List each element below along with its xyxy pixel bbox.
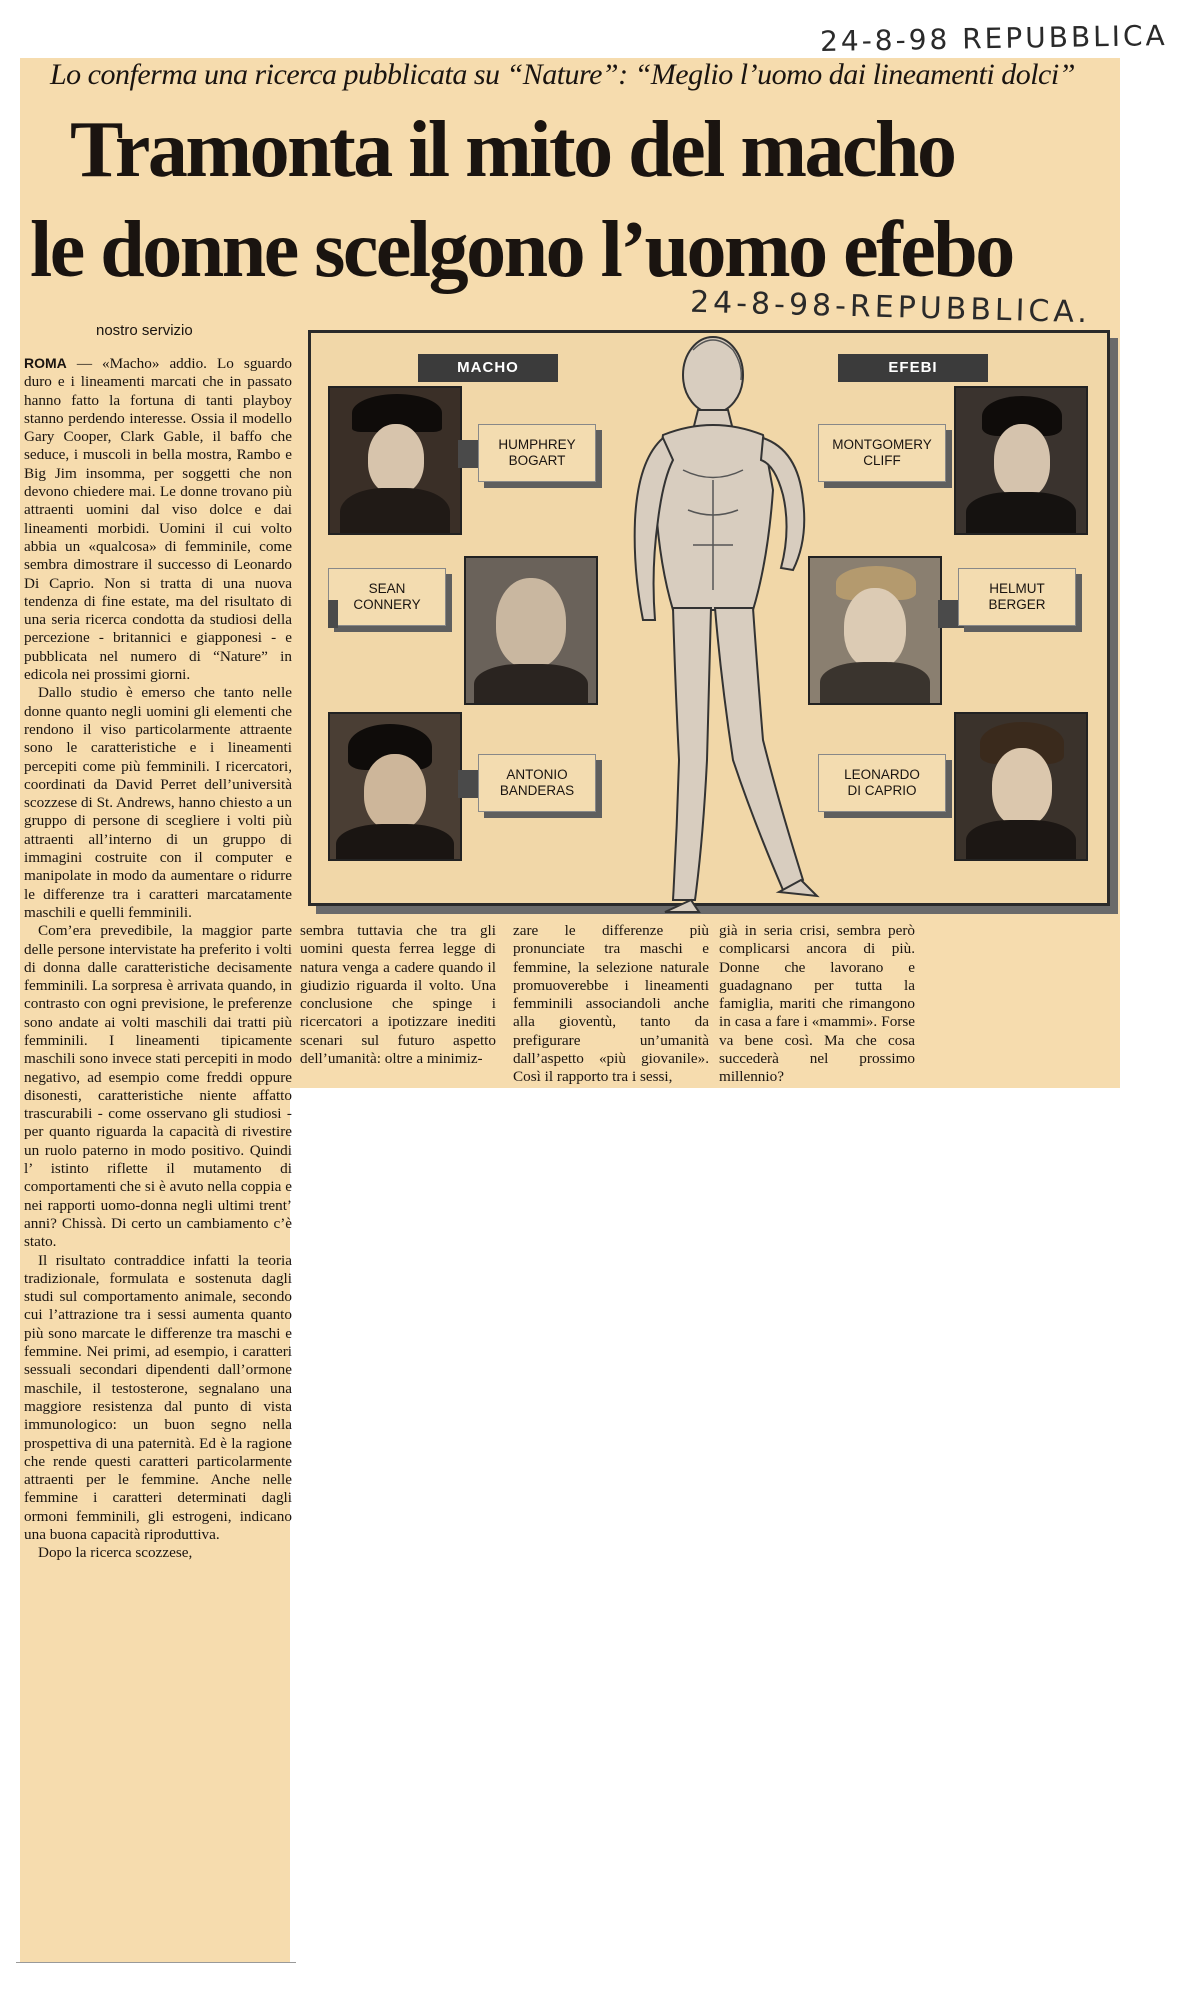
column-3-text: zare le differenze più pronunciate tra maschi e femmine, la selezione naturale promuoverebbe i lineamenti femminili associandoli anche alla gioventù, tanto da prefigurare un’umanità dall’aspetto «più giovanile». Così il rapporto tra i sessi, (513, 922, 709, 1086)
header-macho: MACHO (418, 354, 558, 382)
column-2-text: sembra tuttavia che tra gli uomini questa ferrea legge di natura venga a cadere quando il giudizio riguarda il volto. Una conclusione che spinge i ricercatori a ipotizzare inediti scenari sul futuro aspetto dell’umanità: oltre a minimiz- (300, 922, 496, 1068)
photo-leonardo-di-caprio (954, 712, 1088, 861)
illustration-macho-vs-efebi (308, 330, 1114, 910)
article-column-4 (719, 922, 915, 1087)
photo-antonio-banderas (328, 712, 462, 861)
byline: nostro servizio (96, 322, 193, 339)
clipping-bottom-edge (16, 1962, 296, 1963)
article-kicker: Lo conferma una ricerca pubblicata su “Nature”: “Meglio l’uomo dai lineamenti dolci” (50, 58, 1075, 91)
handwritten-date-annotation: 24-8-98 REPUBBLICA (819, 18, 1168, 59)
label-helmut-berger: HELMUT BERGER (958, 568, 1076, 626)
paragraph-2: Dallo studio è emerso che tanto nelle donne quanto negli uomini gli elementi che rendono il viso particolarmente attraente sono le caratteristiche e i lineamenti percepiti come più femminili. I ricercatori, coordinati da David Perret dell’università scozzese di St. Andrews, hanno chiesto a un gruppo di persone di scegliere i volti più attraenti all’interno di un gruppo di immagini costruite con il computer e manipolate in modo da aumentare o ridurre le differenze tra i caratteri marcatamente maschili e quelli femminili. (24, 684, 292, 921)
label-humphrey-bogart: HUMPHREY BOGART (478, 424, 596, 482)
paragraph-1-text: — «Macho» addio. Lo sguardo duro e i lineamenti marcati che in passato hanno fatto la fortuna di tanti playboy stanno perdendo interesse. Ossia il modello Gary Cooper, Clark Gable, il baffo che seduce, i muscoli in bella mostra, Rambo e Big Jim insomma, per soggetti che non devono chiedere mai. Le donne trovano più attraenti uomini dal viso dolce e dai lineamenti morbidi. Uomini il cui volto abbia un «qualcosa» di femminile, come sembra dimostrare il successo di Leonardo Di Caprio. Non si tratta di una nuova tendenza di fine estate, ma del risultato di una seria ricerca condotta da studiosi della percezione - britannici e giapponesi - e pubblicata nel numero di “Nature” in edicola nei prossimi giorni. (24, 355, 293, 684)
article-column-left (24, 354, 292, 1563)
headline-line-2: le donne scelgono l’uomo efebo (30, 206, 1013, 294)
label-antonio-banderas: ANTONIO BANDERAS (478, 754, 596, 812)
label-leonardo-di-caprio: LEONARDO DI CAPRIO (818, 754, 946, 812)
david-statue-illustration (603, 320, 823, 920)
photo-montgomery-clift (954, 386, 1088, 535)
paragraph-1 (24, 354, 292, 684)
paragraph-3: Com’era prevedibile, la maggior parte delle persone intervistate ha preferito i volti di donna dalle caratteristiche decisamente femminili. La sorpresa è arrivata quando, in contrasto con ogni previsione, le preferenze sono andate ai volti maschili dai tratti più femminili. I lineamenti tipicamente maschili sono invece stati percepiti in modo negativo, ad esempio come freddi oppure disonesti, caratteristiche niente affatto trascurabili - come osservano gli studiosi - per quanto riguarda la capacità di rivestire un ruolo paterno in modo positivo. Quindi l’ istinto riflette il mutamento di comportamenti che si è avuto nella coppia e nei rapporti uomo-donna negli ultimi trent’ anni? Chissà. Di certo un cambiamento c’è stato. (24, 922, 292, 1251)
photo-helmut-berger (808, 556, 942, 705)
label-montgomery-clift: MONTGOMERY CLIFF (818, 424, 946, 482)
article-column-2 (300, 922, 496, 1068)
column-4-text: già in seria crisi, sembra però complicarsi ancora di più. Donne che lavorano e guadagnano per tutta la famiglia, mariti che rimangono in casa a fare i «mammi». Forse va bene così. Ma che cosa succederà nel prossimo millennio? (719, 922, 915, 1086)
paragraph-5: Dopo la ricerca scozzese, (38, 1544, 193, 1562)
label-sean-connery: SEAN CONNERY (328, 568, 446, 626)
headline-line-1: Tramonta il mito del macho (70, 106, 955, 194)
photo-humphrey-bogart (328, 386, 462, 535)
handwritten-date-annotation-2: 24-8-98-REPUBBLICA. (689, 284, 1092, 331)
dateline: ROMA (24, 355, 67, 371)
photo-sean-connery (464, 556, 598, 705)
connector-connery (328, 600, 338, 628)
header-efebi: EFEBI (838, 354, 988, 382)
paragraph-4: Il risultato contraddice infatti la teoria tradizionale, formulata e sostenuta dagli studi sul comportamento animale, secondo cui l’attrazione tra i sessi aumenta quanto più sono marcate le differenze tra maschi e femmine. Nei primi, ad esempio, i caratteri sessuali secondari dipendenti dall’ormone maschile, il testosterone, segnalano una maggiore resistenza dal punto di vista immunologico: un buon segno nella prospettiva di una paternità. Ed è la ragione che rende questi caratteri particolarmente attraenti per le femmine. Anche nelle femmine i caratteri determinati dagli ormoni femminili, gli estrogeni, indicano una buona capacità riproduttiva. (24, 1251, 292, 1543)
article-column-3 (513, 922, 709, 1087)
